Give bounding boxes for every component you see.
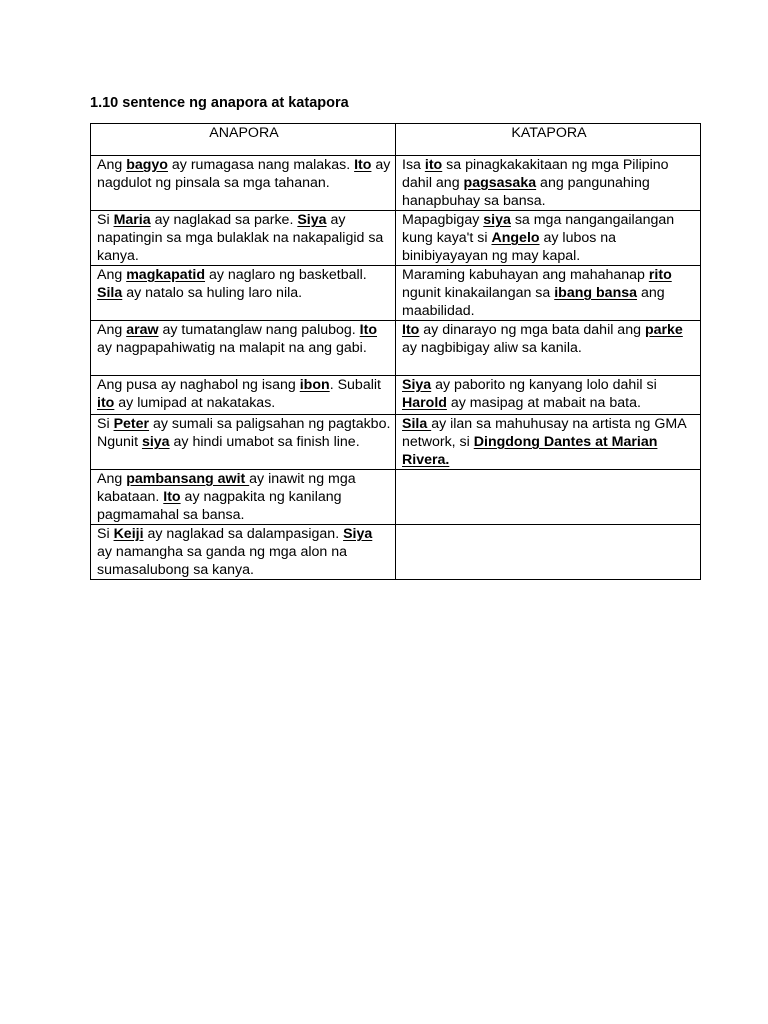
sentence-text: ay nagpakita ng kanilang pagmamahal sa bansa. xyxy=(97,489,342,523)
table-header-row xyxy=(91,124,701,156)
header-anapora: ANAPORA xyxy=(91,124,396,156)
sentence-text: Si xyxy=(97,416,114,432)
table-row xyxy=(91,266,701,321)
sentence-text: ay paborito ng kanyang lolo dahil si xyxy=(431,377,657,393)
sentence-text: ang pangunahing hanapbuhay sa bansa. xyxy=(402,175,650,209)
sentence-text: ay natalo sa huling laro nila. xyxy=(122,285,303,301)
sentence-text: Ang pusa ay naghabol ng isang xyxy=(97,377,300,393)
sentence-text: Ang xyxy=(97,157,127,173)
table-row xyxy=(91,470,701,525)
highlighted-term: Peter xyxy=(113,416,150,432)
katapora-cell xyxy=(396,415,701,470)
sentence-text: Ang xyxy=(97,322,127,338)
highlighted-term: pagsasaka xyxy=(463,175,537,191)
sentence-text: Mapagbigay xyxy=(402,212,484,228)
sentence-text: sa mga nangangailangan kung kaya't si xyxy=(402,212,675,246)
highlighted-term: Harold xyxy=(402,395,447,411)
highlighted-term: Maria xyxy=(113,212,151,228)
page-title: 1.10 sentence ng anapora at katapora xyxy=(90,95,349,111)
katapora-cell xyxy=(396,376,701,415)
katapora-cell-empty xyxy=(396,470,701,525)
highlighted-term: pambansang awit xyxy=(126,471,250,487)
sentence-text: ay nagpapahiwatig na malapit na ang gabi. xyxy=(97,340,367,356)
highlighted-term: Sila xyxy=(97,285,123,301)
katapora-cell-empty xyxy=(396,525,701,580)
sentence-text: ay lumipad at nakatakas. xyxy=(114,395,276,411)
table-row xyxy=(91,525,701,580)
highlighted-term: parke xyxy=(644,322,683,338)
highlighted-term: magkapatid xyxy=(126,267,206,283)
sentence-text: ay nagbibigay aliw sa kanila. xyxy=(402,340,582,356)
highlighted-term: Keiji xyxy=(113,526,144,542)
highlighted-term: ito xyxy=(97,395,115,411)
sentence-text: Si xyxy=(97,526,114,542)
sentence-text: ay napatingin sa mga bulaklak na nakapaligid sa kanya. xyxy=(97,212,384,264)
anapora-cell xyxy=(91,156,396,211)
katapora-cell xyxy=(396,266,701,321)
highlighted-term: Siya xyxy=(402,377,432,393)
sentence-text: ay rumagasa nang malakas. xyxy=(167,157,355,173)
anapora-cell xyxy=(91,266,396,321)
highlighted-term: siya xyxy=(141,434,170,450)
highlighted-term: Siya xyxy=(343,526,373,542)
sentence-text: Si xyxy=(97,212,114,228)
sentence-text: ay lubos na binibiyayayan ng may kapal. xyxy=(402,230,617,264)
sentence-text: Isa xyxy=(402,157,425,173)
highlighted-term: rito xyxy=(648,267,672,283)
highlighted-term: siya xyxy=(483,212,511,228)
highlighted-term: Dingdong Dantes at Marian Rivera. xyxy=(402,434,658,468)
highlighted-term: ito xyxy=(424,157,443,173)
sentence-text: ay naglakad sa parke. xyxy=(150,212,298,228)
sentence-text: Ang xyxy=(97,471,127,487)
sentence-text: Ang xyxy=(97,267,127,283)
sentence-text: ay tumatanglaw nang palubog. xyxy=(158,322,360,338)
highlighted-term: Sila xyxy=(402,416,432,432)
highlighted-term: ibon xyxy=(299,377,330,393)
highlighted-term: Ito xyxy=(359,322,378,338)
katapora-cell xyxy=(396,211,701,266)
anapora-cell xyxy=(91,470,396,525)
sentence-text: . Subalit xyxy=(329,377,381,393)
sentence-text: sa pinagkakakitaan ng mga Pilipino dahil ang xyxy=(402,157,669,191)
anapora-cell xyxy=(91,525,396,580)
sentence-text: ay nagdulot ng pinsala sa mga tahanan. xyxy=(97,157,391,191)
anapora-cell xyxy=(91,376,396,415)
sentence-text: Maraming kabuhayan ang mahahanap xyxy=(402,267,649,283)
highlighted-term: Ito xyxy=(354,157,372,173)
katapora-cell xyxy=(396,321,701,376)
highlighted-term: Siya xyxy=(297,212,327,228)
table-row xyxy=(91,156,701,211)
sentence-text: ay naglaro ng basketball. xyxy=(205,267,367,283)
katapora-cell xyxy=(396,156,701,211)
sentence-text: ay dinarayo ng mga bata dahil ang xyxy=(419,322,645,338)
table-row xyxy=(91,415,701,470)
sentence-text: ay hindi umabot sa finish line. xyxy=(169,434,360,450)
table-row xyxy=(91,211,701,266)
sentence-text: ay naglakad sa dalampasigan. xyxy=(143,526,344,542)
header-katapora: KATAPORA xyxy=(396,124,701,156)
anapora-cell xyxy=(91,211,396,266)
highlighted-term: Ito xyxy=(163,489,181,505)
table-row xyxy=(91,376,701,415)
anapora-katapora-table xyxy=(90,123,701,580)
sentence-text: ngunit kinakailangan sa xyxy=(402,285,555,301)
anapora-cell xyxy=(91,321,396,376)
sentence-text: ay inawit ng mga kabataan. xyxy=(97,471,356,505)
anapora-cell xyxy=(91,415,396,470)
sentence-text: ay masipag at mabait na bata. xyxy=(446,395,641,411)
sentence-text: ay namangha sa ganda ng mga alon na sumasalubong sa kanya. xyxy=(97,544,348,578)
highlighted-term: araw xyxy=(126,322,159,338)
highlighted-term: Ito xyxy=(402,322,420,338)
sentence-text: ay ilan sa mahuhusay na artista ng GMA network, si xyxy=(402,416,686,450)
highlighted-term: Angelo xyxy=(491,230,540,246)
sentence-text: ang maabilidad. xyxy=(402,285,665,319)
table-row xyxy=(91,321,701,376)
highlighted-term: ibang bansa xyxy=(554,285,638,301)
sentence-text: ay sumali sa paligsahan ng pagtakbo. Ngunit xyxy=(97,416,391,450)
highlighted-term: bagyo xyxy=(126,157,168,173)
